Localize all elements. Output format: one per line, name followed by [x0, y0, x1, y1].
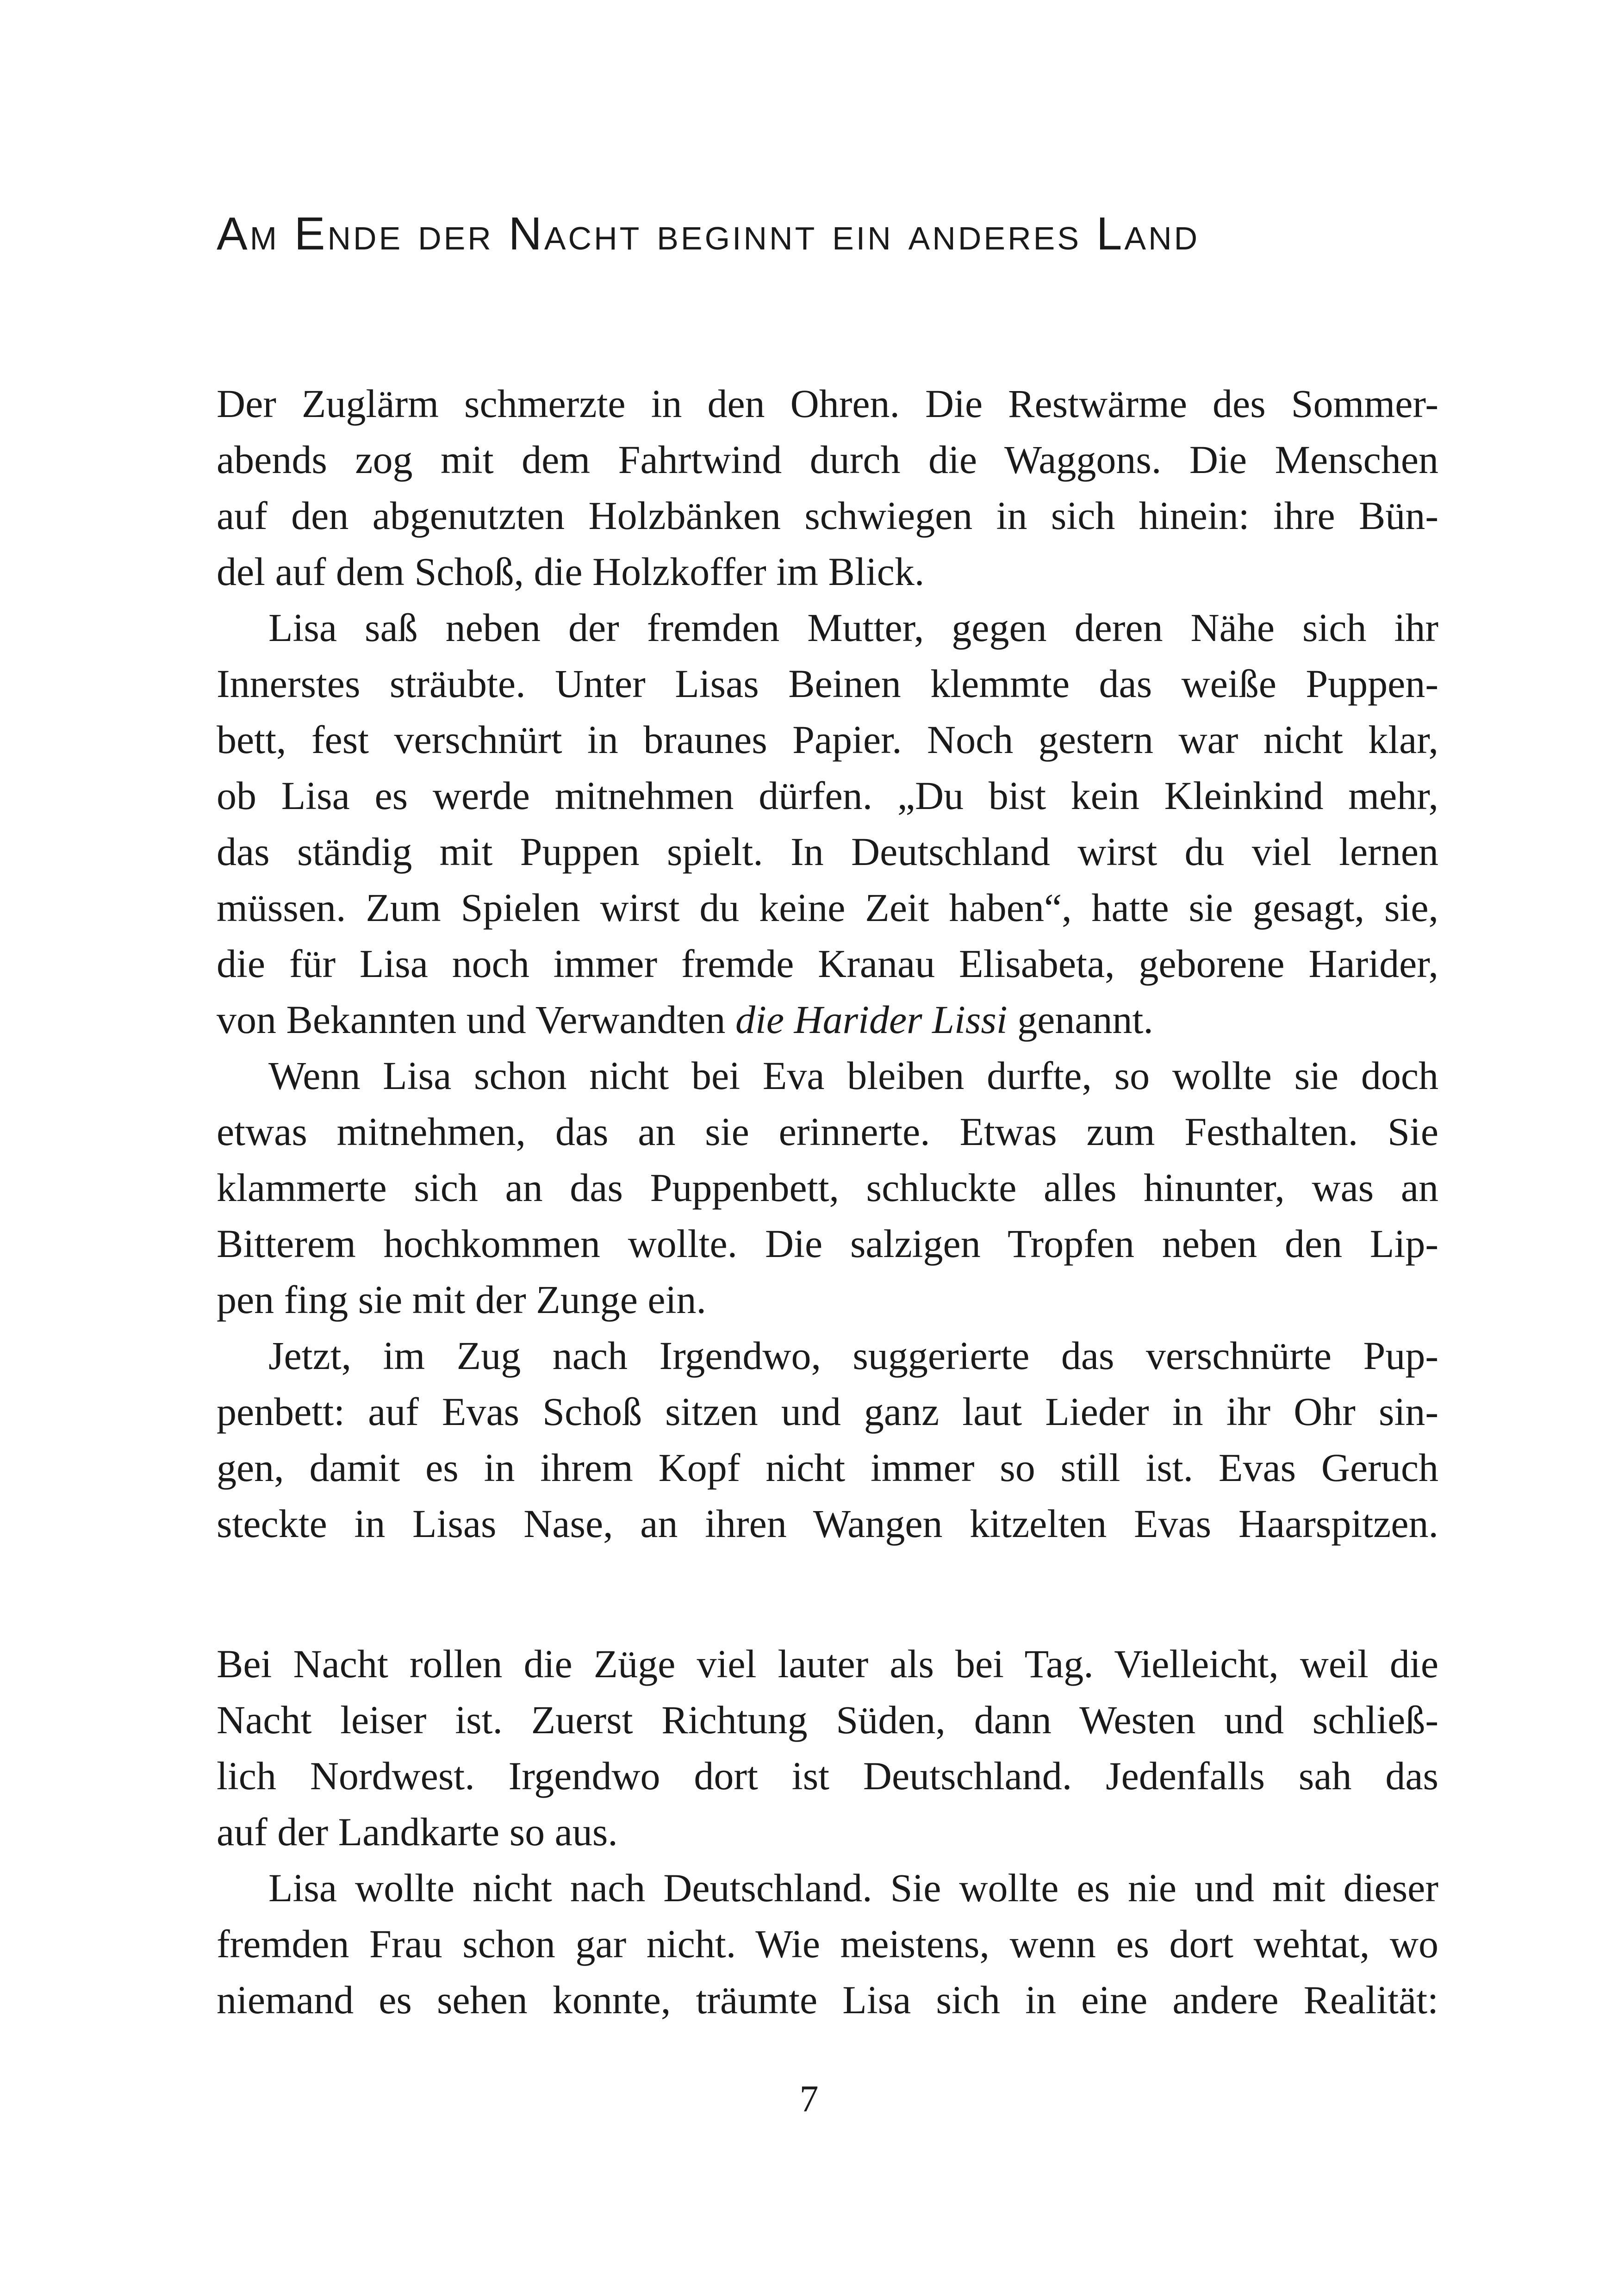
text-line: Lisa wollte nicht nach Deutschland. Sie wollte es nie und mit dieser	[268, 1866, 1438, 1910]
text-line: penbett: auf Evas Schoß sitzen und ganz laut Lieder in ihr Ohr sin-	[217, 1389, 1438, 1434]
chapter-title: Am Ende der Nacht beginnt ein anderes Land	[217, 208, 1200, 260]
text-section-2	[217, 1636, 1438, 2028]
text-line: etwas mitnehmen, das an sie erinnerte. Etwas zum Festhalten. Sie	[217, 1109, 1438, 1154]
text-line: klammerte sich an das Puppenbett, schluckte alles hinunter, was an	[217, 1165, 1438, 1210]
text-line: gen, damit es in ihrem Kopf nicht immer so still ist. Evas Geruch	[217, 1445, 1438, 1490]
text-run: genannt.	[1007, 997, 1153, 1042]
text-line: Der Zuglärm schmerzte in den Ohren. Die Restwärme des Sommer-	[217, 381, 1438, 426]
text-line: steckte in Lisas Nase, an ihren Wangen kitzelten Evas Haarspitzen.	[217, 1501, 1438, 1546]
text-line: auf der Landkarte so aus.	[217, 1810, 618, 1854]
text-line: Jetzt, im Zug nach Irgendwo, suggerierte das verschnürte Pup-	[268, 1333, 1438, 1378]
text-line: abends zog mit dem Fahrtwind durch die Waggons. Die Menschen	[217, 437, 1438, 482]
text-line: del auf dem Schoß, die Holzkoffer im Blick.	[217, 549, 925, 594]
page-number: 7	[799, 2078, 819, 2120]
text-line: Bitterem hochkommen wollte. Die salzigen Tropfen neben den Lip-	[217, 1221, 1438, 1266]
text-line: die für Lisa noch immer fremde Kranau Elisabeta, geborene Harider,	[217, 941, 1438, 986]
text-line: Wenn Lisa schon nicht bei Eva bleiben durfte, so wollte sie doch	[268, 1053, 1438, 1098]
text-line: Bei Nacht rollen die Züge viel lauter als bei Tag. Vielleicht, weil die	[217, 1642, 1438, 1686]
text-section-1	[217, 376, 1438, 1552]
text-line: auf den abgenutzten Holzbänken schwiegen in sich hinein: ihre Bün-	[217, 493, 1438, 538]
text-line: lich Nordwest. Irgendwo dort ist Deutschland. Jedenfalls sah das	[217, 1754, 1438, 1798]
text-line: ob Lisa es werde mitnehmen dürfen. „Du bist kein Kleinkind mehr,	[217, 773, 1438, 818]
text-line: Nacht leiser ist. Zuerst Richtung Süden, dann Westen und schließ-	[217, 1698, 1438, 1742]
text-line: das ständig mit Puppen spielt. In Deutschland wirst du viel lernen	[217, 829, 1438, 874]
text-run: von Bekannten und Verwandten	[217, 997, 735, 1042]
text-line: Lisa saß neben der fremden Mutter, gegen deren Nähe sich ihr	[268, 605, 1438, 650]
text-line: niemand es sehen konnte, träumte Lisa sich in eine andere Realität:	[217, 1978, 1438, 2022]
text-line: müssen. Zum Spielen wirst du keine Zeit haben“, hatte sie gesagt, sie,	[217, 885, 1438, 930]
text-line: pen fing sie mit der Zunge ein.	[217, 1277, 706, 1322]
text-line: bett, fest verschnürt in braunes Papier. Noch gestern war nicht klar,	[217, 717, 1438, 762]
text-line: fremden Frau schon gar nicht. Wie meistens, wenn es dort wehtat, wo	[217, 1922, 1438, 1966]
text-line	[217, 992, 1438, 1048]
text-line: Innerstes sträubte. Unter Lisas Beinen klemmte das weiße Puppen-	[217, 661, 1438, 706]
italic-name: die Harider Lissi	[735, 997, 1008, 1042]
